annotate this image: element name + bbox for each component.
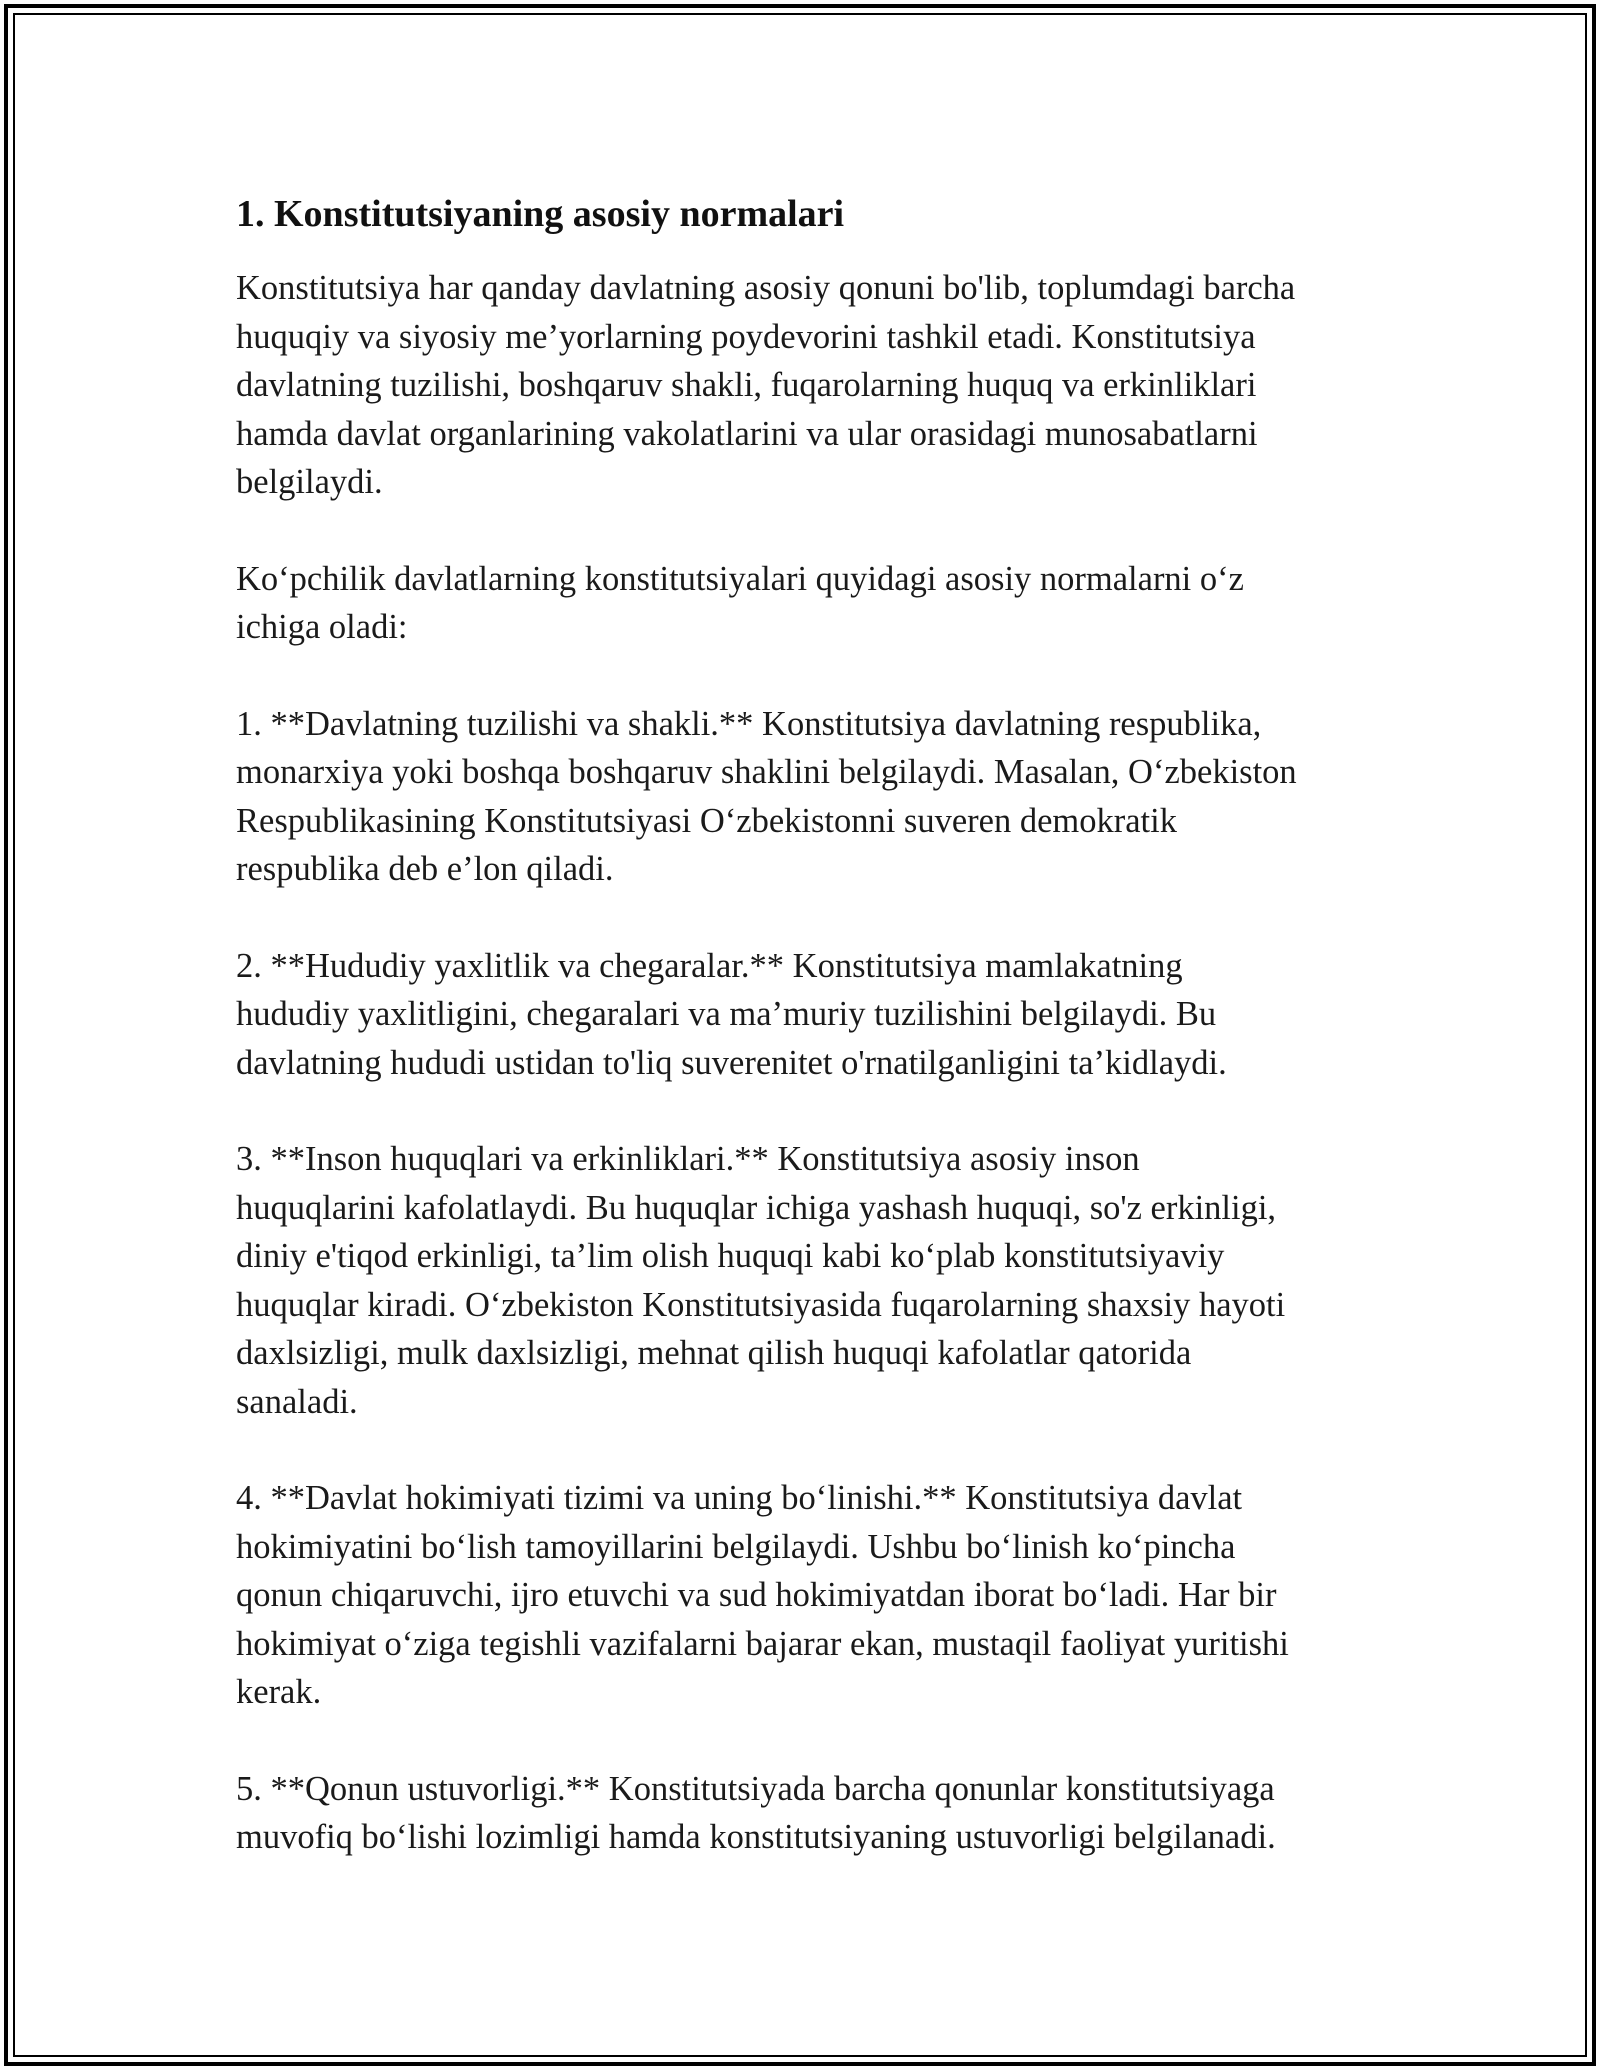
list-item-3: 3. **Inson huquqlari va erkinliklari.** Konstitutsiya asosiy inson huquqlarini kafolatlaydi. Bu huquqlar ichiga yashash huquqi, so'z erkinligi, diniy e'tiqod erkinligi, ta’lim olish huquqi kabi ko‘plab konstitutsiyaviy huquqlar kiradi. O‘zbekiston Konstitutsiyasida fuqarolarning shaxsiy hayoti daxlsizligi, mulk daxlsizligi, mehnat qilish huquqi kafolatlar qatorida sanaladi. — [236, 1140, 1286, 1421]
document-page — [236, 186, 1396, 1862]
list-item-1: 1. **Davlatning tuzilishi va shakli.** Konstitutsiya davlatning respublika, monarxiya yoki boshqa boshqaruv shaklini belgilaydi. Masalan, O‘zbekiston Respublikasining Konstitutsiyasi O‘zbekistonni suveren demokratik respublika deb e’lon qiladi. — [236, 704, 1297, 888]
intro-paragraph: Konstitutsiya har qanday davlatning asosiy qonuni bo'lib, toplumdagi barcha huquqiy va siyosiy me’yorlarning poydevorini tashkil etadi. Konstitutsiya davlatning tuzilishi, boshqaruv shakli, fuqarolarning huquq va erkinliklari hamda davlat organlarining vakolatlarini va ular orasidagi munosabatlarni belgilaydi. — [236, 269, 1296, 501]
list-item-4: 4. **Davlat hokimiyati tizimi va uning bo‘linishi.** Konstitutsiya davlat hokimiyatini bo‘lish tamoyillarini belgilaydi. Ushbu bo‘linish ko‘pincha qonun chiqaruvchi, ijro etuvchi va sud hokimiyatdan iborat bo‘ladi. Har bir hokimiyat o‘ziga tegishli vazifalarni bajarar ekan, mustaqil faoliyat yuritishi kerak. — [236, 1479, 1289, 1711]
list-lead-paragraph: Ko‘pchilik davlatlarning konstitutsiyalari quyidagi asosiy normalarni o‘z ichiga oladi: — [236, 559, 1244, 646]
document-title: 1. Konstitutsiyaning asosiy normalari — [236, 193, 845, 235]
list-item-5: 5. **Qonun ustuvorligi.** Konstitutsiyada barcha qonunlar konstitutsiyaga muvofiq bo‘lishi lozimligi hamda konstitutsiyaning ustuvorligi belgilanadi. — [236, 1769, 1276, 1856]
list-item-2: 2. **Hududiy yaxlitlik va chegaralar.** Konstitutsiya mamlakatning hududiy yaxlitligini, chegaralari va ma’muriy tuzilishini belgilaydi. Bu davlatning hududi ustidan to'liq suverenitet o'rnatilganligini ta’kidlaydi. — [236, 946, 1227, 1082]
